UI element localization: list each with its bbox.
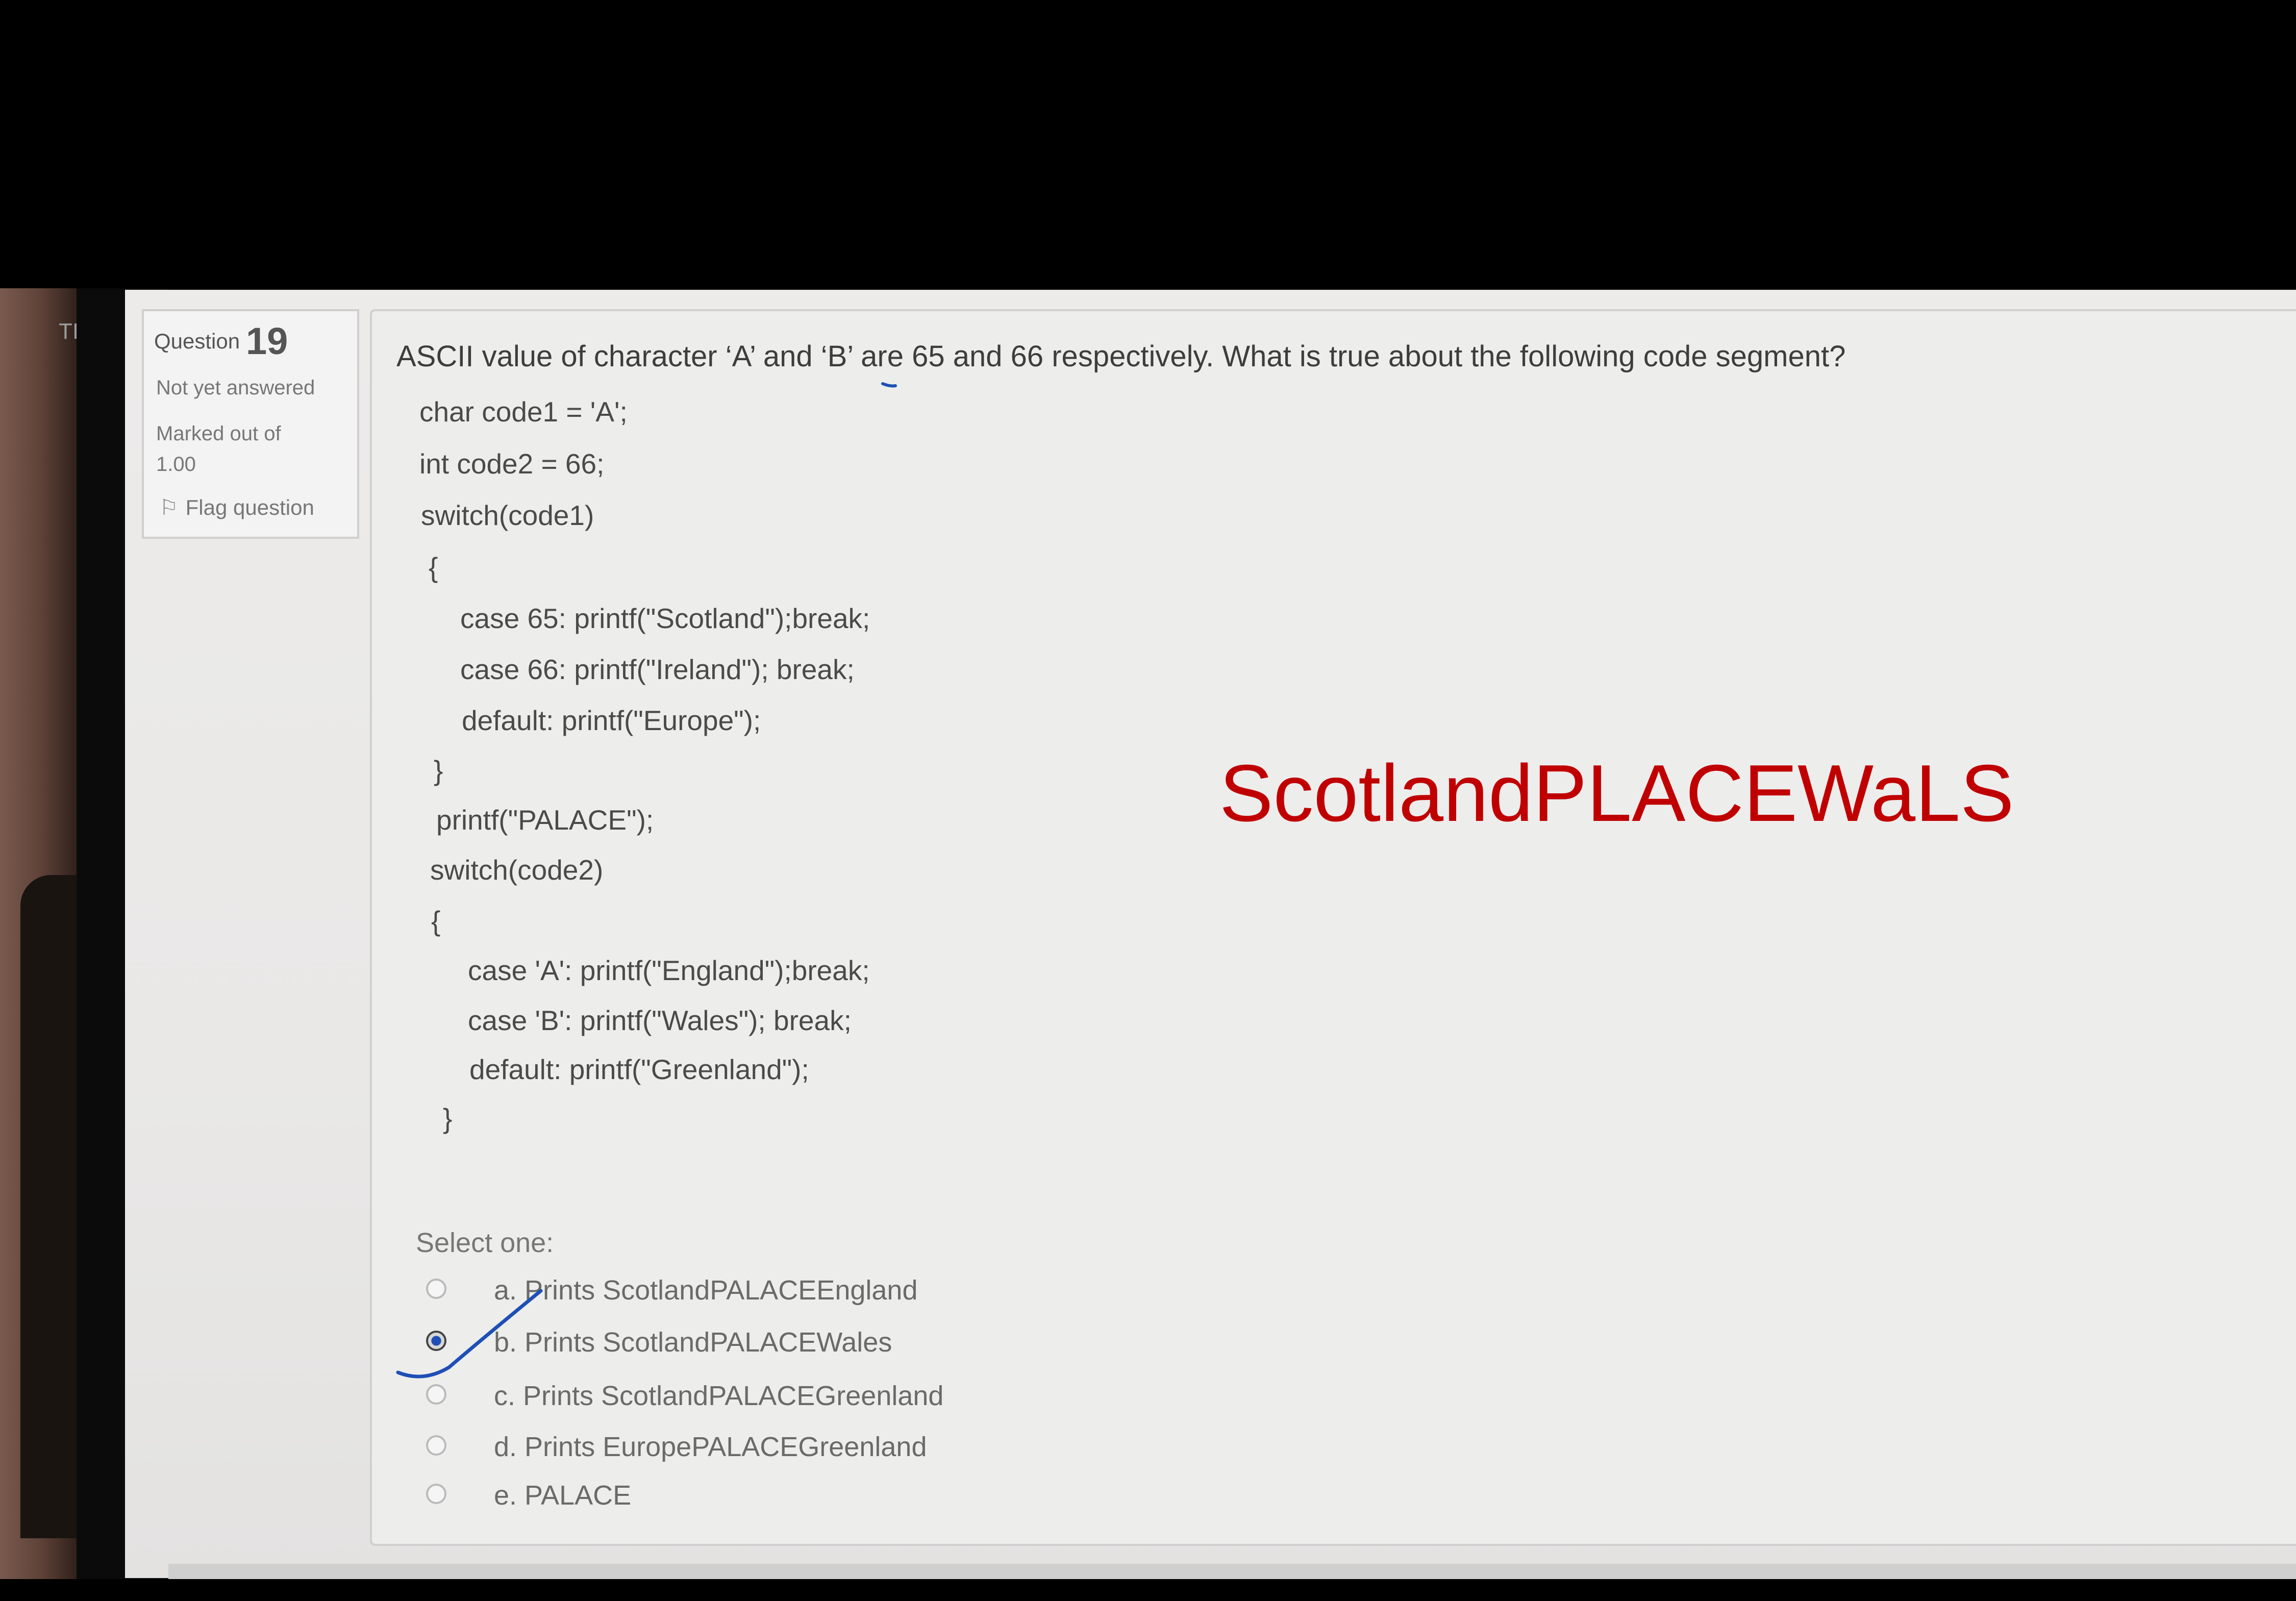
code-line: case 'B': printf("Wales"); break; <box>468 1005 852 1036</box>
code-line: default: printf("Greenland"); <box>469 1054 809 1085</box>
corner-mark: TI <box>59 319 79 344</box>
flag-icon: ⚐ <box>159 495 179 519</box>
option-c-label[interactable]: c. Prints ScotlandPALACEGreenland <box>494 1381 944 1411</box>
code-line: switch(code1) <box>421 499 594 531</box>
option-a-label[interactable]: a. Prints ScotlandPALACEEngland <box>494 1275 918 1306</box>
code-line: case 65: printf("Scotland");break; <box>460 603 870 634</box>
code-line: } <box>443 1103 453 1134</box>
handwritten-answer-annotation: ScotlandPLACEWaLS <box>1219 748 2014 838</box>
code-line: } <box>434 755 443 786</box>
code-line: printf("PALACE"); <box>436 804 654 836</box>
screen-bottom-edge <box>168 1564 2296 1579</box>
flag-question-button[interactable] <box>159 495 314 520</box>
radio-option-c[interactable] <box>426 1384 446 1405</box>
radio-option-a[interactable] <box>426 1279 446 1299</box>
code-line: { <box>431 905 441 937</box>
code-line: switch(code2) <box>430 854 604 886</box>
option-e-label[interactable]: e. PALACE <box>494 1480 632 1511</box>
flag-question-label: Flag question <box>185 495 314 519</box>
marked-out-of-value: 1.00 <box>156 453 196 476</box>
marked-out-of-label: Marked out of <box>156 422 281 445</box>
question-info-box <box>142 309 359 539</box>
code-line: int code2 = 66; <box>419 448 605 480</box>
code-line: case 'A': printf("England");break; <box>468 955 870 986</box>
code-line: case 66: printf("Ireland"); break; <box>460 654 855 685</box>
answer-status: Not yet answered <box>156 377 315 399</box>
question-content-box <box>370 309 2296 1546</box>
question-label: Question <box>154 329 240 353</box>
option-b-label[interactable]: b. Prints ScotlandPALACEWales <box>494 1327 892 1358</box>
option-d-label[interactable]: d. Prints EuropePALACEGreenland <box>494 1432 927 1462</box>
question-number: 19 <box>246 320 288 362</box>
question-text: ASCII value of character ‘A’ and ‘B’ are 65 and 66 respectively. What is true about the following code segment? <box>396 340 1846 373</box>
radio-option-b[interactable] <box>426 1331 446 1351</box>
radio-option-d[interactable] <box>426 1435 446 1456</box>
code-line: default: printf("Europe"); <box>462 705 761 736</box>
code-line: { <box>429 552 438 583</box>
code-line: char code1 = 'A'; <box>419 396 628 428</box>
select-one-label: Select one: <box>416 1228 554 1258</box>
radio-option-e[interactable] <box>426 1484 446 1504</box>
